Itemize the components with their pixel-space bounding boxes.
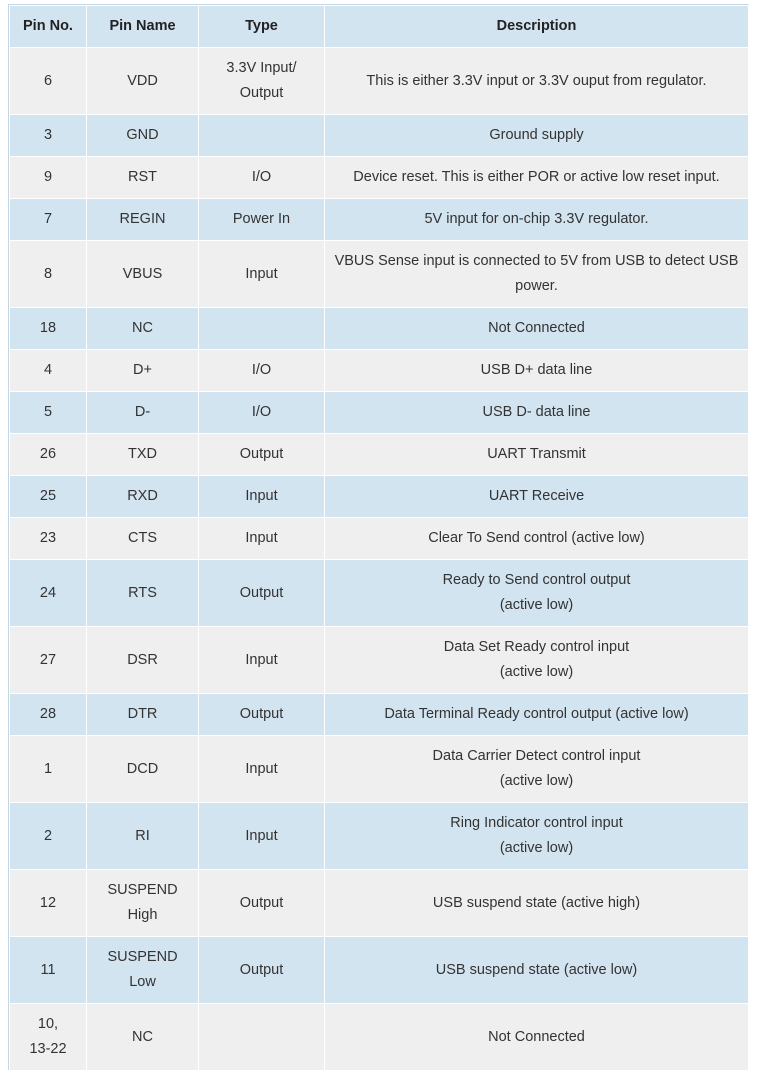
cell-type [199,518,325,560]
cell-type [199,241,325,308]
cell-pin-name [87,803,199,870]
cell-pin-name-text: VBUS [122,265,163,282]
cell-pin-no-text: 5 [43,404,53,420]
cell-type-text: Output [239,706,284,722]
cell-pin-no [10,736,87,803]
cell-pin-no [10,476,87,518]
table-row [10,937,749,1004]
cell-description-text: USB D+ data line [480,362,593,378]
cell-pin-no-text: 25 [39,488,57,504]
cell-pin-name-text: VDD [127,72,158,89]
cell-type [199,157,325,199]
table-row [10,1004,749,1071]
cell-pin-no-text: 10, [37,1016,59,1032]
cell-pin-no [10,157,87,199]
header-type: Type [199,6,325,48]
cell-pin-no-text: 13-22 [29,1041,67,1057]
cell-type-text: I/O [251,169,272,185]
cell-description-text: Device reset. This is either POR or active low reset input. [353,169,720,185]
table-row [10,392,749,434]
cell-description [325,476,749,518]
cell-pin-no-text: 12 [39,894,57,911]
cell-pin-name [87,199,199,241]
cell-pin-name [87,392,199,434]
cell-type [199,308,325,350]
cell-pin-name-text: High [127,907,158,923]
cell-pin-no-text: 11 [40,961,56,978]
cell-type [199,736,325,803]
cell-description [325,870,749,937]
cell-pin-no [10,350,87,392]
cell-description [325,694,749,736]
cell-pin-no-text: 9 [43,169,53,185]
cell-pin-name-text: RST [128,169,157,185]
cell-type-text: Input [245,651,278,668]
cell-pin-no [10,392,87,434]
cell-type [199,434,325,476]
cell-pin-no-text: 7 [43,211,53,227]
cell-pin-no-text: 26 [39,446,57,462]
header-pin-no: Pin No. [10,6,87,48]
cell-pin-name [87,115,199,157]
cell-pin-name-text: DCD [126,760,159,777]
cell-pin-name [87,937,199,1004]
table-row [10,476,749,518]
cell-pin-name [87,476,199,518]
cell-description-text: (active low) [499,664,574,680]
cell-description-text: VBUS Sense input is connected to 5V from USB to detect USB [334,253,739,269]
cell-pin-name [87,627,199,694]
table-row [10,736,749,803]
cell-pin-name [87,736,199,803]
cell-description-text: Not Connected [488,1028,585,1045]
cell-pin-name-text: DSR [127,651,158,668]
cell-pin-no-text: 3 [43,127,53,143]
cell-description-text: Clear To Send control (active low) [428,530,645,546]
cell-pin-name-text: CTS [128,530,157,546]
cell-description-text: Not Connected [488,320,585,336]
cell-pin-name-text: GND [126,127,159,143]
cell-description [325,157,749,199]
cell-type [199,392,325,434]
cell-type [199,48,325,115]
table-body [10,48,749,1071]
table-row [10,627,749,694]
cell-type-text: I/O [251,404,272,420]
table-row [10,694,749,736]
cell-pin-name-text: Low [129,974,156,990]
cell-type [199,803,325,870]
cell-description-text: (active low) [499,597,574,613]
cell-description-text: This is either 3.3V input or 3.3V ouput from regulator. [366,72,707,89]
cell-description-text: (active low) [499,840,574,856]
cell-pin-name-text: D- [134,404,151,420]
pin-table [9,5,749,1071]
cell-description-text: power. [515,278,558,294]
cell-pin-no [10,627,87,694]
cell-description-text: UART Transmit [487,446,586,462]
cell-type [199,115,325,157]
header-description: Description [325,6,749,48]
cell-description-text: Data Carrier Detect control input [432,748,641,764]
cell-pin-name-text: TXD [128,446,157,462]
cell-description-text: USB suspend state (active high) [432,894,641,911]
cell-description-text: Ring Indicator control input [450,815,623,831]
cell-pin-no-text: 28 [39,706,57,722]
cell-pin-name-text: RXD [127,488,158,504]
cell-description [325,308,749,350]
cell-type-text: Output [239,446,284,462]
cell-pin-no-text: 2 [43,827,53,844]
cell-pin-name [87,694,199,736]
table-row [10,870,749,937]
cell-description [325,350,749,392]
cell-pin-name [87,560,199,627]
cell-description-text: (active low) [499,773,574,789]
cell-pin-no [10,694,87,736]
cell-pin-name-text: RI [135,827,150,844]
cell-description [325,627,749,694]
cell-description-text: Ready to Send control output [442,572,631,588]
cell-pin-name [87,434,199,476]
cell-pin-name [87,157,199,199]
cell-type [199,350,325,392]
cell-pin-no-text: 18 [39,320,57,336]
cell-pin-no [10,48,87,115]
cell-pin-name-text: REGIN [119,211,166,227]
cell-description [325,115,749,157]
cell-type [199,694,325,736]
cell-pin-no [10,518,87,560]
cell-description-text: Data Set Ready control input [443,639,630,655]
cell-pin-no [10,199,87,241]
cell-pin-name [87,48,199,115]
cell-pin-name-text: NC [132,1028,153,1045]
cell-type-text: Input [245,760,278,777]
cell-description [325,392,749,434]
cell-type [199,476,325,518]
cell-description [325,736,749,803]
cell-description [325,560,749,627]
cell-description-text: Ground supply [489,127,584,143]
cell-description [325,241,749,308]
header-pin-name: Pin Name [87,6,199,48]
cell-type-text: Output [239,85,284,101]
table-row [10,48,749,115]
cell-pin-no [10,1004,87,1071]
table-row [10,803,749,870]
cell-pin-name [87,518,199,560]
cell-description-text: USB D- data line [482,404,591,420]
cell-type-text: Output [239,961,284,978]
cell-pin-no-text: 6 [43,72,53,89]
cell-type [199,870,325,937]
cell-pin-no-text: 1 [43,760,53,777]
cell-pin-name [87,870,199,937]
cell-type [199,937,325,1004]
cell-pin-name-text: D+ [133,362,152,378]
table-row [10,560,749,627]
cell-type [199,1004,325,1071]
cell-pin-no [10,434,87,476]
table-row [10,199,749,241]
cell-pin-no [10,241,87,308]
cell-type-text: Input [245,827,278,844]
cell-pin-no-text: 8 [43,265,53,282]
cell-description [325,937,749,1004]
cell-pin-no [10,803,87,870]
cell-description [325,199,749,241]
cell-type-text: Input [245,265,278,282]
table-row [10,308,749,350]
cell-type [199,199,325,241]
cell-pin-name-text: RTS [128,584,157,601]
cell-type-text: Input [245,488,278,504]
cell-type-text: Power In [232,211,291,227]
table-row [10,241,749,308]
cell-pin-no-text: 27 [39,651,57,668]
cell-pin-no [10,115,87,157]
cell-pin-name-text: DTR [127,706,158,722]
cell-pin-no-text: 24 [39,584,57,601]
table-row [10,518,749,560]
cell-description [325,434,749,476]
cell-description [325,48,749,115]
cell-pin-no [10,937,87,1004]
cell-type-text: Output [239,894,284,911]
cell-description [325,518,749,560]
table-header-row [10,6,749,48]
cell-type-text: 3.3V Input/ [226,60,297,76]
cell-pin-name [87,241,199,308]
cell-type-text: Output [239,584,284,601]
cell-type-text: Input [245,530,278,546]
cell-description-text: USB suspend state (active low) [435,961,638,978]
cell-pin-no [10,308,87,350]
cell-pin-no [10,870,87,937]
cell-type [199,560,325,627]
cell-description-text: UART Receive [488,488,585,504]
table-row [10,350,749,392]
cell-description-text: Data Terminal Ready control output (active low) [384,706,689,722]
cell-pin-name-text: SUSPEND [107,949,178,965]
cell-type [199,627,325,694]
table-row [10,115,749,157]
cell-pin-no-text: 4 [43,362,53,378]
table-row [10,434,749,476]
cell-pin-name [87,1004,199,1071]
cell-description [325,1004,749,1071]
table-row [10,157,749,199]
cell-pin-no-text: 23 [39,530,57,546]
cell-pin-name [87,350,199,392]
cell-description [325,803,749,870]
cell-type-text: I/O [251,362,272,378]
cell-description-text: 5V input for on-chip 3.3V regulator. [424,211,649,227]
pin-table-container [8,4,749,1070]
cell-pin-name [87,308,199,350]
cell-pin-name-text: SUSPEND [107,882,178,898]
cell-pin-no [10,560,87,627]
cell-pin-name-text: NC [132,320,153,336]
